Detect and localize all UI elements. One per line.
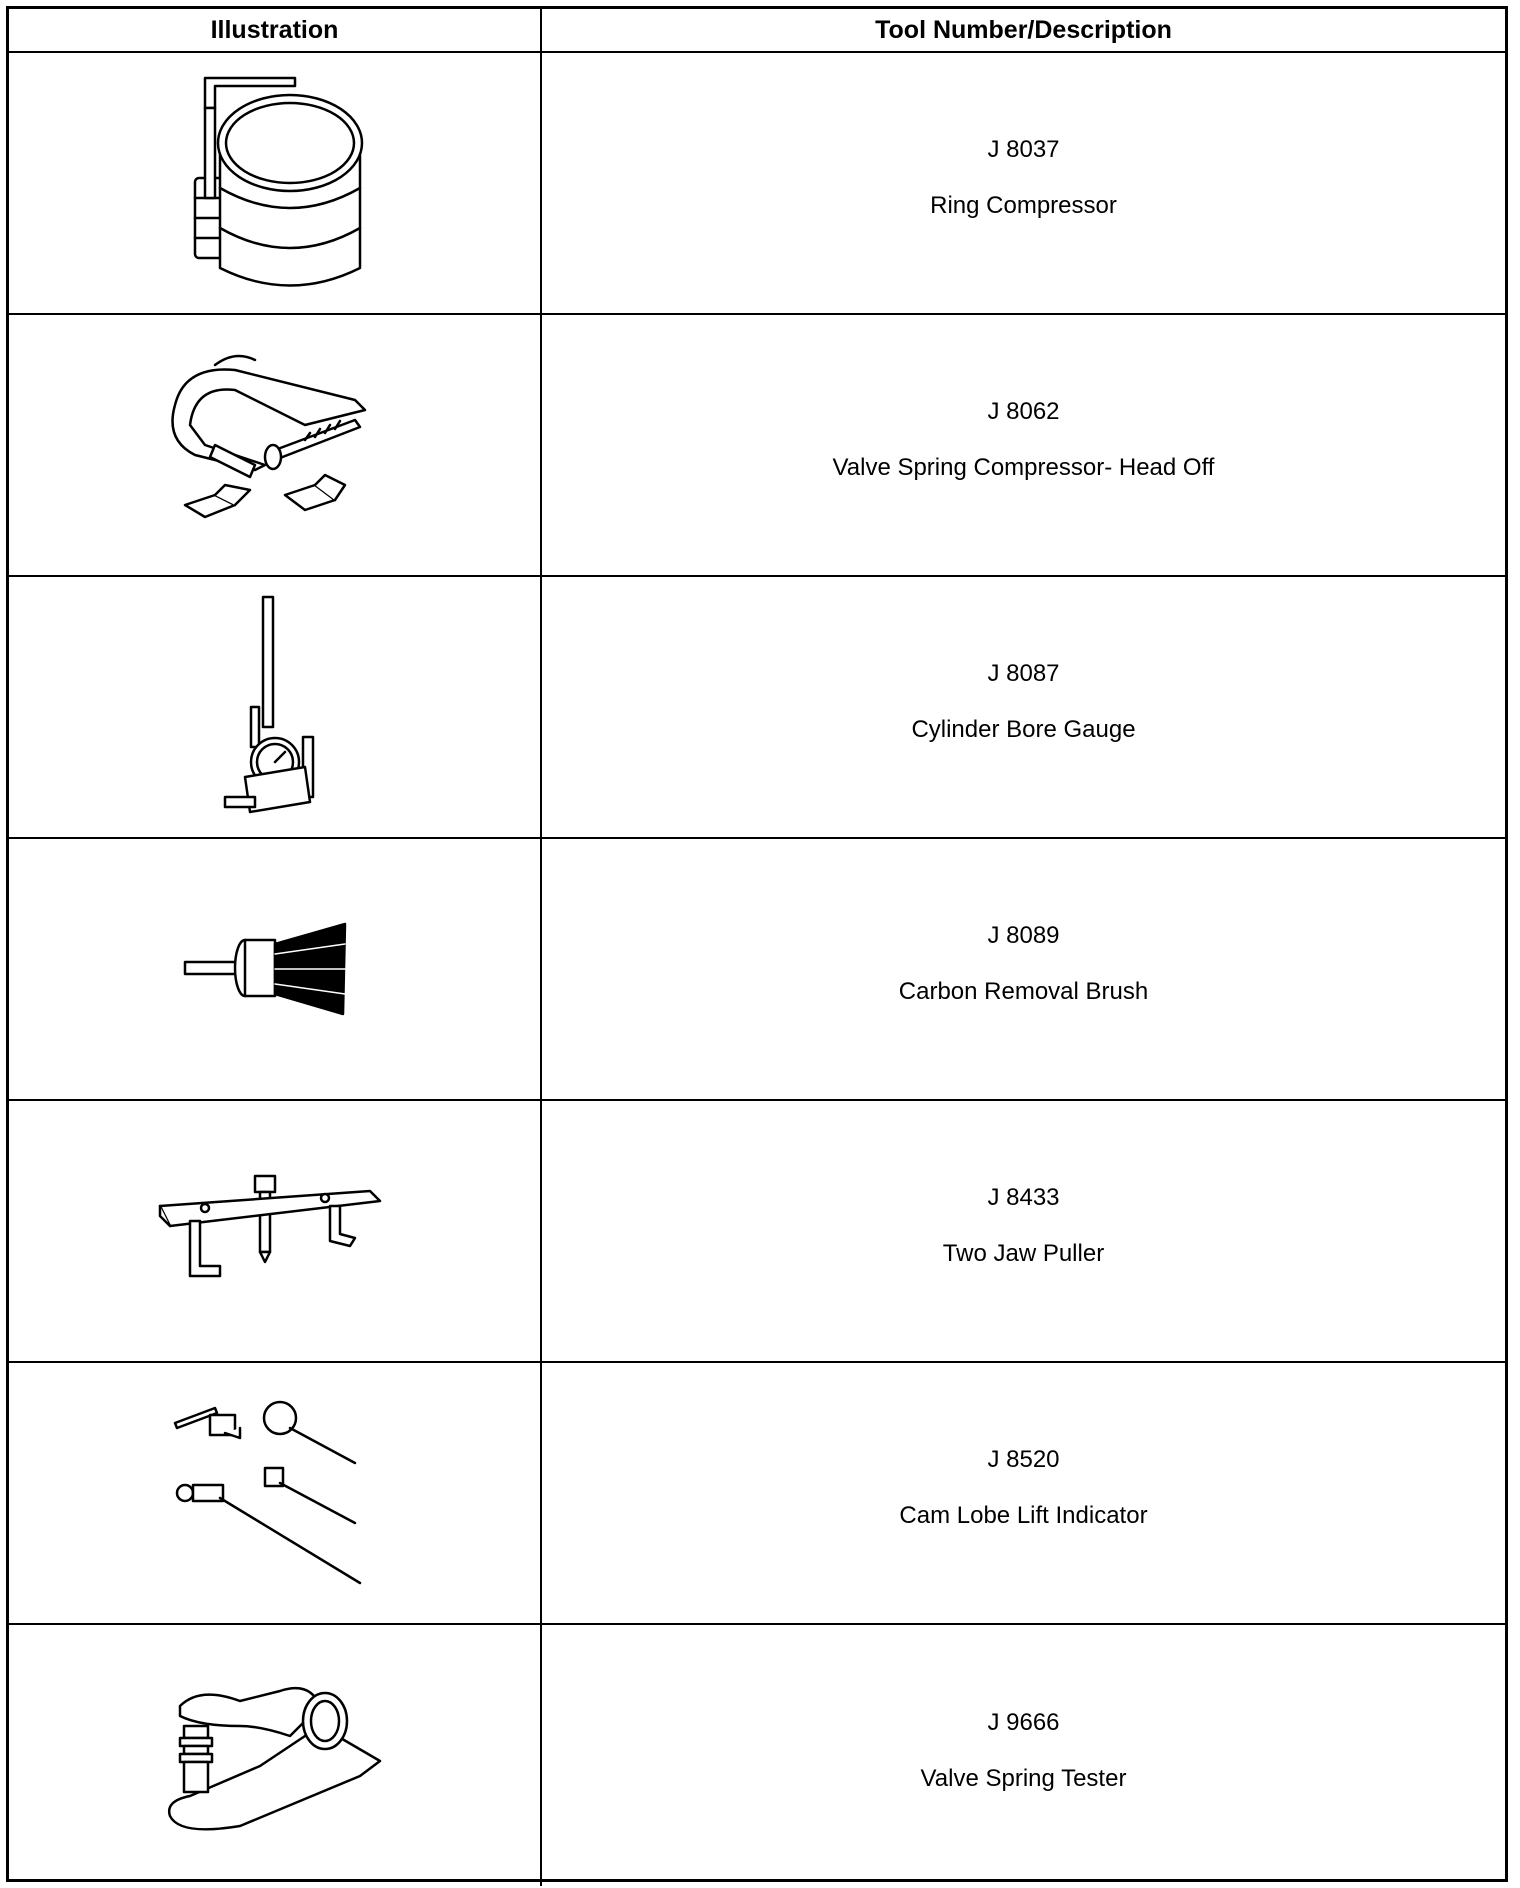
illustration-cell (9, 1625, 542, 1886)
tool-info-cell (542, 1101, 1505, 1361)
illustration-cell (9, 1363, 542, 1623)
tool-info-cell (542, 315, 1505, 575)
tool-description: Carbon Removal Brush (898, 978, 1149, 1005)
illustration-cell (9, 1101, 542, 1361)
tool-number: J 8520 (987, 1446, 1060, 1473)
tool-description: Ring Compressor (930, 192, 1117, 219)
table-row (9, 1363, 1505, 1625)
special-tools-table (6, 6, 1508, 1882)
table-row (9, 1625, 1505, 1886)
tool-info-cell (542, 577, 1505, 837)
illustration-cell (9, 839, 542, 1099)
table-row (9, 839, 1505, 1101)
ring-compressor-icon (165, 68, 385, 298)
carbon-removal-brush-icon (165, 914, 385, 1024)
valve-spring-tester-icon (160, 1666, 390, 1846)
illustration-cell (9, 53, 542, 313)
valve-spring-compressor-icon (155, 345, 395, 545)
tool-number: J 8089 (987, 922, 1060, 949)
table-row (9, 315, 1505, 577)
tool-description: Valve Spring Compressor- Head Off (832, 454, 1215, 481)
illustration-cell (9, 577, 542, 837)
tool-description: Cam Lobe Lift Indicator (899, 1502, 1148, 1529)
tool-number: J 8037 (987, 136, 1060, 163)
illustration-cell (9, 315, 542, 575)
tool-info-cell (542, 839, 1505, 1099)
tool-number: J 9666 (987, 1708, 1060, 1736)
tool-number: J 8433 (987, 1184, 1060, 1211)
tool-description: Cylinder Bore Gauge (911, 716, 1136, 743)
header-illustration: Illustration (9, 9, 542, 51)
table-header (9, 9, 1505, 53)
cylinder-bore-gauge-icon (205, 587, 345, 827)
table-row (9, 577, 1505, 839)
tool-description: Two Jaw Puller (942, 1240, 1105, 1267)
tool-number: J 8062 (987, 398, 1060, 425)
two-jaw-puller-icon (150, 1166, 400, 1296)
table-row (9, 1101, 1505, 1363)
table-row (9, 53, 1505, 315)
cam-lobe-lift-indicator-icon (165, 1393, 385, 1593)
tool-info-cell (542, 1363, 1505, 1623)
tool-description: Valve Spring Tester (920, 1764, 1127, 1792)
tool-info-cell (542, 1625, 1505, 1886)
header-tool-description: Tool Number/Description (875, 15, 1172, 44)
tool-info-cell (542, 53, 1505, 313)
tool-number: J 8087 (987, 660, 1060, 687)
